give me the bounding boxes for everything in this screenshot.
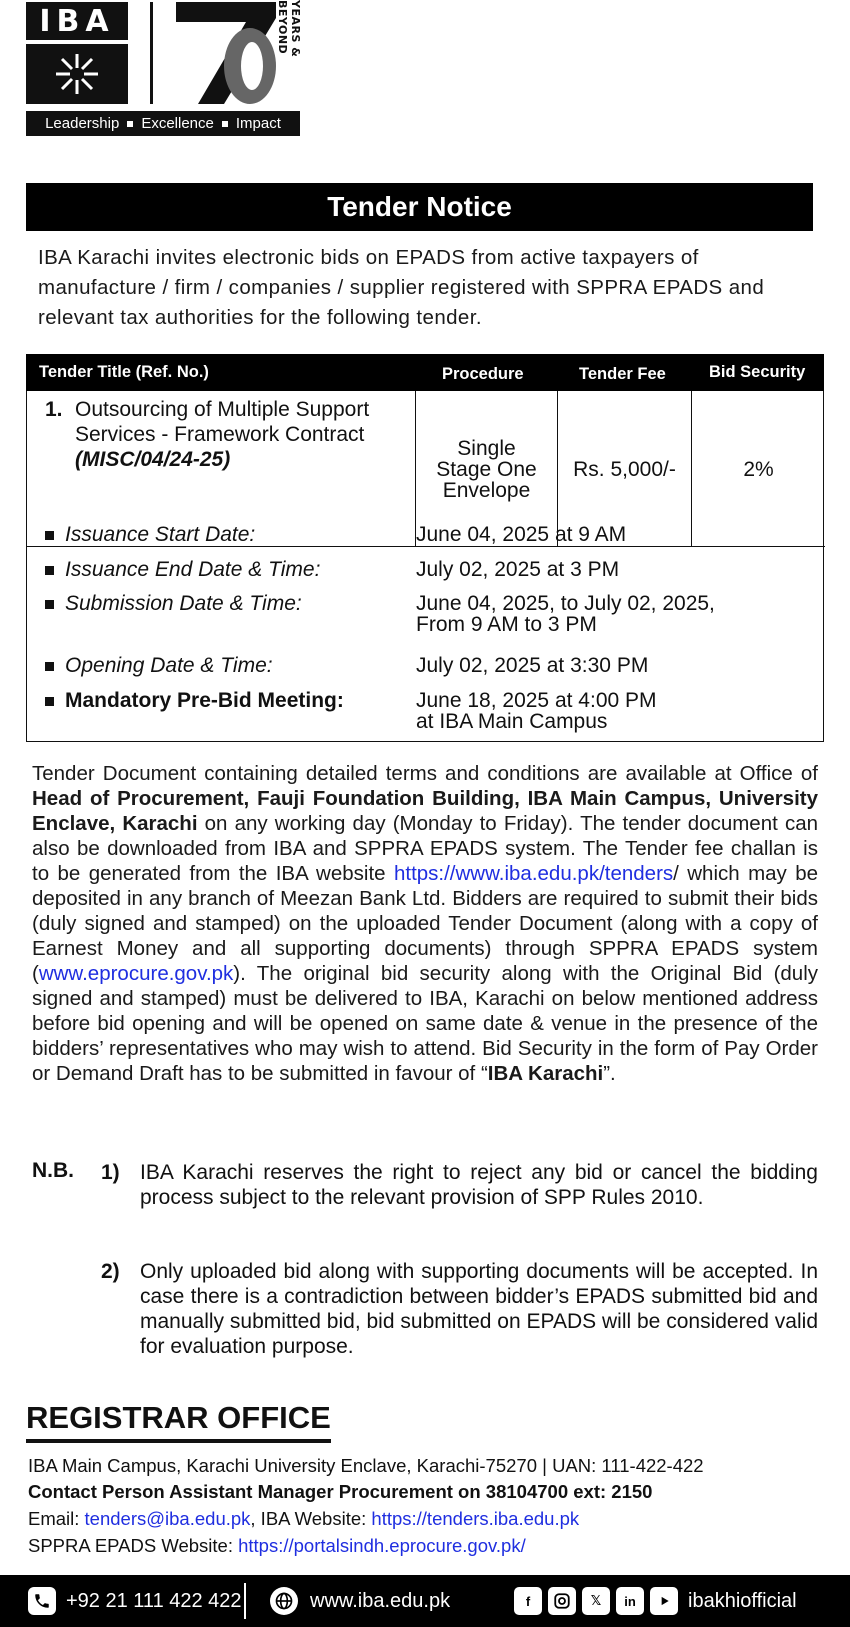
years-and-beyond-text: YEARS & BEYOND xyxy=(276,0,302,58)
eprocure-link[interactable]: www.eprocure.gov.pk xyxy=(38,962,234,985)
tagline-dot xyxy=(222,121,228,127)
sppra-line xyxy=(28,1535,526,1557)
procedure-line: Envelope xyxy=(442,478,531,502)
tender-number: 1. xyxy=(45,398,63,421)
header-fee: Tender Fee xyxy=(579,365,666,383)
schedule-label: Mandatory Pre-Bid Meeting: xyxy=(65,689,344,712)
seventy-years-emblem xyxy=(172,0,282,106)
bid-security-cell: 2% xyxy=(743,457,774,481)
iba-tenders-link[interactable]: https://www.iba.edu.pk/tenders xyxy=(393,862,674,885)
para-text: on any working day (Monday to Friday). The tender document can also be downloaded from IBA and SPPRA EPADS system. The Tender fee challan is to be generated from the IBA website xyxy=(32,812,818,885)
schedule-value: July 02, 2025 at 3:30 PM xyxy=(416,654,649,677)
linkedin-icon[interactable]: in xyxy=(616,1587,644,1615)
logo-tagline xyxy=(26,111,300,136)
tender-details-paragraph xyxy=(32,761,818,1086)
schedule-label: Issuance End Date & Time: xyxy=(65,558,321,581)
contact-person: Contact Person Assistant Manager Procurement on 38104700 ext: 2150 xyxy=(28,1481,653,1502)
registrar-heading: REGISTRAR OFFICE xyxy=(26,1400,331,1443)
tender-ref: (MISC/04/24-25) xyxy=(75,448,231,471)
header-title: Tender Title (Ref. No.) xyxy=(39,363,209,381)
footer-web xyxy=(270,1575,450,1627)
tagline-dot xyxy=(127,121,133,127)
email-line xyxy=(28,1508,579,1530)
instagram-icon[interactable] xyxy=(548,1587,576,1615)
iba-website-link[interactable]: https://tenders.iba.edu.pk xyxy=(371,1508,580,1529)
bullet-square-icon xyxy=(45,600,54,609)
table-header xyxy=(26,354,824,391)
para-text: / which may be deposited in any branch of Meezan Bank Ltd. Bidders are required to submit their bids (duly signed and stamped) on the uploaded Tender Document (along with a copy of Earnest Money and all supporting documents) through SPPRA EPADS system ( xyxy=(32,862,818,985)
footer-divider xyxy=(244,1583,246,1619)
iba-emblem-icon xyxy=(26,44,128,104)
email-link[interactable]: tenders@iba.edu.pk xyxy=(84,1508,251,1529)
para-text: ”. xyxy=(603,1062,616,1085)
website-text[interactable]: www.iba.edu.pk xyxy=(310,1589,451,1612)
sppra-label: SPPRA EPADS Website: xyxy=(28,1535,239,1556)
nb-item xyxy=(101,1160,818,1235)
schedule-box xyxy=(26,510,824,742)
header-security: Bid Security xyxy=(709,363,806,381)
bullet-square-icon xyxy=(45,566,54,575)
bullet-square-icon xyxy=(45,531,54,540)
iba-wordmark: IBA xyxy=(26,2,128,40)
tagline-excellence: Excellence xyxy=(141,115,214,132)
nb-label: N.B. xyxy=(32,1159,74,1182)
schedule-value-line2: From 9 AM to 3 PM xyxy=(416,613,597,636)
procurement-office: Head of Procurement, Fauji Foundation Building, IBA Main Campus, University Enclave, Karachi xyxy=(32,787,818,835)
favour-name: IBA Karachi xyxy=(487,1062,604,1085)
tender-title-text xyxy=(75,397,375,472)
website-label: , IBA Website: xyxy=(250,1508,372,1529)
nb-number: 1) xyxy=(101,1161,120,1184)
youtube-icon[interactable] xyxy=(650,1587,678,1615)
schedule-value: July 02, 2025 at 3 PM xyxy=(416,558,620,581)
schedule-value-line2: at IBA Main Campus xyxy=(416,710,608,733)
tagline-leadership: Leadership xyxy=(45,115,120,132)
sppra-link[interactable]: https://portalsindh.eprocure.gov.pk/ xyxy=(238,1535,526,1556)
schedule-value: June 04, 2025, to July 02, 2025, xyxy=(416,592,715,615)
schedule-label: Issuance Start Date: xyxy=(65,523,256,546)
schedule-value: June 18, 2025 at 4:00 PM xyxy=(416,689,657,712)
logo-divider xyxy=(150,2,153,104)
procedure-line: Stage One xyxy=(436,457,537,481)
tender-title: Outsourcing of Multiple Support Services - Framework Contract xyxy=(75,398,370,446)
schedule-label: Submission Date & Time: xyxy=(65,592,302,615)
x-icon[interactable]: 𝕏 xyxy=(582,1587,610,1615)
schedule-value: June 04, 2025 at 9 AM xyxy=(416,523,627,546)
header-procedure: Procedure xyxy=(442,365,524,383)
phone-icon xyxy=(28,1587,56,1615)
facebook-icon[interactable]: f xyxy=(514,1587,542,1615)
nb-number: 2) xyxy=(101,1260,120,1283)
footer-phone xyxy=(28,1575,242,1627)
para-text: Tender Document containing detailed terms and conditions are available at Office of xyxy=(32,762,818,785)
tagline-impact: Impact xyxy=(235,115,281,132)
iba-logo xyxy=(26,0,301,137)
schedule-label: Opening Date & Time: xyxy=(65,654,273,677)
para-text: ). The original bid security along with the Original Bid (duly signed and stamped) must be delivered to IBA, Karachi on below mentioned address before bid opening and will be opened on same date & venue in the presence of the bidders’ representatives who may wish to attend. Bid Security in the form of Pay Order or Demand Draft has to be submitted in favour of “ xyxy=(32,962,818,1085)
intro-text: IBA Karachi invites electronic bids on EPADS from active taxpayers of manufacture / firm / companies / supplier registered with SPPRA EPADS and relevant tax authorities for the following tender. xyxy=(38,246,765,329)
nb-item xyxy=(101,1259,818,1384)
tender-fee-cell: Rs. 5,000/- xyxy=(573,457,676,481)
footer-bar xyxy=(0,1575,850,1627)
bullet-square-icon xyxy=(45,662,54,671)
social-handle: ibakhiofficial xyxy=(688,1589,797,1612)
nb-text: IBA Karachi reserves the right to reject any bid or cancel the bidding process subject to the relevant provision of SPP Rules 2010. xyxy=(140,1161,818,1209)
page-title: Tender Notice xyxy=(26,183,813,231)
globe-icon xyxy=(270,1587,298,1615)
nb-text: Only uploaded bid along with supporting documents will be accepted. In case there is a contradiction between bidder’s EPADS submitted bid and manually submitted bid, bid submitted on EPADS will be considered valid for evaluation purpose. xyxy=(140,1260,818,1358)
phone-number: +92 21 111 422 422 xyxy=(66,1589,242,1612)
email-label: Email: xyxy=(28,1508,85,1529)
social-icons xyxy=(514,1587,678,1615)
registrar-address: IBA Main Campus, Karachi University Enclave, Karachi-75270 | UAN: 111-422-422 xyxy=(28,1455,704,1476)
bullet-square-icon xyxy=(45,697,54,706)
procedure-line: Single xyxy=(457,436,516,460)
